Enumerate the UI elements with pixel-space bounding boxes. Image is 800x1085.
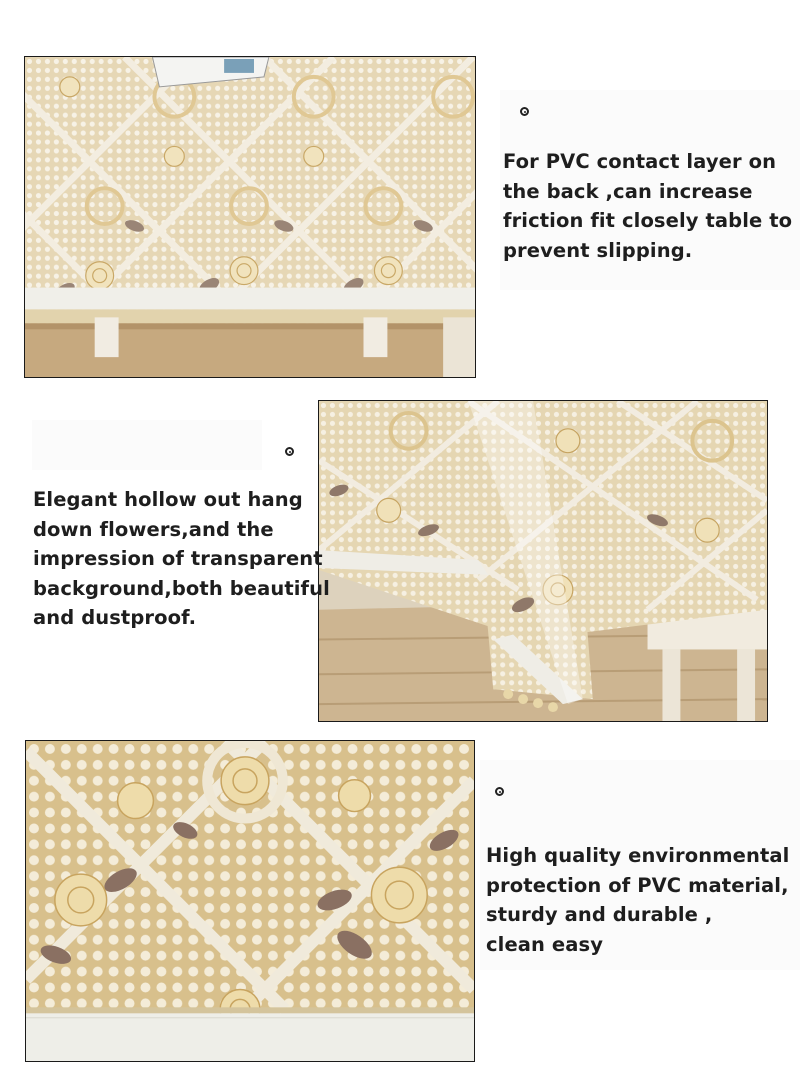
- caption-panel-2: [32, 420, 262, 470]
- bullet-circle-icon: [285, 447, 294, 456]
- bullet-circle-icon: [495, 787, 504, 796]
- caption-pvc-contact-layer: For PVC contact layer on the back ,can increase friction fit closely table to prevent slipping.: [503, 150, 793, 262]
- tablecloth-photo-draped-corner: [318, 400, 768, 722]
- tablecloth-photo-closeup: [25, 740, 475, 1062]
- tablecloth-illustration-3: [26, 741, 474, 1061]
- caption-hollow-out-flowers: Elegant hollow out hang down flowers,and the impression of transparent background,both beautiful and dustproof.: [33, 488, 330, 629]
- tablecloth-illustration-1: [25, 57, 475, 377]
- tablecloth-illustration-2: [319, 401, 767, 721]
- caption-pvc-material: High quality environmental protection of PVC material, sturdy and durable , clean easy: [486, 844, 790, 956]
- bullet-circle-icon: [520, 107, 529, 116]
- tablecloth-photo-top-view: [24, 56, 476, 378]
